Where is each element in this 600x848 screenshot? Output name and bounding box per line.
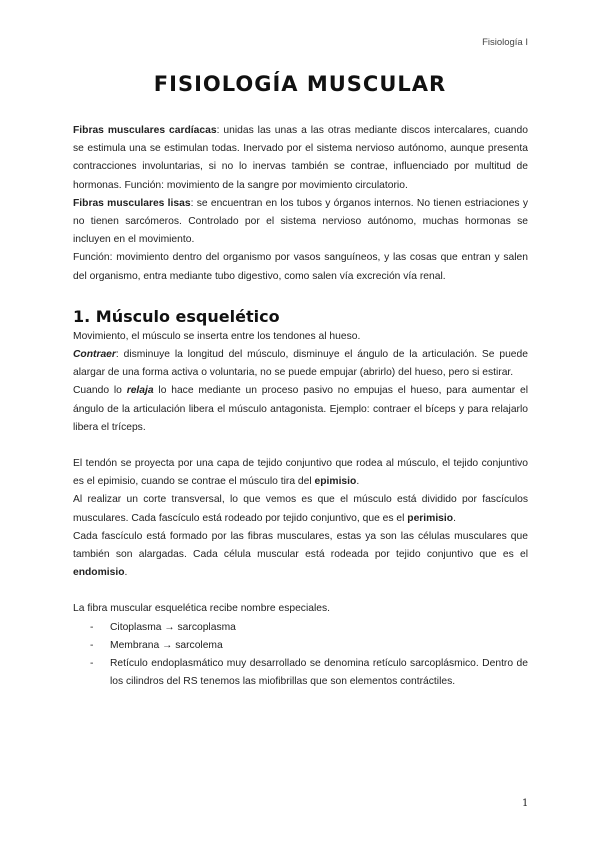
paragraph-contract: Contraer: disminuye la longitud del músculo, disminuye el ángulo de la articulación. Se puede alargar de una forma activa o voluntaria, no se puede empujar (abrirlo) del hueso, pero si estirar. — [73, 349, 528, 379]
running-header: Fisiología I — [482, 37, 528, 48]
special-names-list — [73, 619, 528, 692]
term-cardiac-fibers: Fibras musculares cardíacas — [73, 125, 217, 136]
page-title: FISIOLOGÍA MUSCULAR — [153, 72, 447, 96]
paragraph-cardiac-fibers: Fibras musculares cardíacas: unidas las unas a las otras mediante discos intercalares, cuando se estimula una se estimulan todas. Inervado por el sistema nervioso autónomo, aunque presenta contracciones involuntarias, si no lo inervas también se contrae, influenciado por multitud de hormonas. Función: movimiento de la sangre por movimiento circulatorio. — [73, 125, 528, 191]
page-number: 1 — [522, 798, 529, 809]
paragraph-smooth-fibers: Fibras musculares lisas: se encuentran en los tubos y órganos internos. No tienen estriaciones y no tienen sarcómeros. Controlado por el sistema nervioso autónomo, muchas hormonas se incluyen en el movimiento. — [73, 197, 528, 246]
term-epimysium: epimisio — [314, 476, 357, 488]
document-body — [73, 122, 528, 691]
list-item: - Citoplasma → sarcoplasma — [90, 621, 236, 633]
term-endomysium: endomisio — [73, 567, 125, 579]
term-smooth-fibers: Fibras musculares lisas — [73, 197, 191, 209]
paragraph-function: Función: movimiento dentro del organismo por vasos sanguíneos, y las cosas que entran y salen del organismo, entra mediante tubo digestivo, como salen vía excreción vía renal. — [73, 252, 528, 282]
paragraph-relax: Cuando lo relaja lo hace mediante un proceso pasivo no empujas el hueso, para aumentar el ángulo de la articulación libera el músculo antagonista. Ejemplo: contraer el bíceps y para relajarlo libera el tríceps. — [73, 385, 528, 433]
list-item: - Membrana → sarcolema — [90, 639, 223, 651]
term-contract: Contraer — [73, 349, 116, 361]
paragraph-movement: Movimiento, el músculo se inserta entre los tendones al hueso. — [73, 330, 361, 342]
paragraph-endomysium: Cada fascículo está formado por las fibras musculares, estas ya son las células musculares que también son alargadas. Cada célula muscular está rodeada por tejido conjuntivo que es el endomisio. — [73, 530, 528, 579]
paragraph-perimysium: Al realizar un corte transversal, lo que vemos es que el músculo está dividido por fascículos musculares. Cada fascículo está rodeado por tejido conjuntivo, que es el perimisio. — [73, 494, 528, 524]
term-relax: relaja — [126, 385, 154, 397]
paragraph-special-names: La fibra muscular esquelética recibe nombre especiales. — [73, 603, 330, 615]
paragraph-epimysium: El tendón se proyecta por una capa de tejido conjuntivo que rodea al músculo, el tejido conjuntivo es el epimisio, cuando se contrae el músculo tira del epimisio. — [73, 458, 528, 488]
term-perimysium: perimisio — [407, 512, 454, 524]
section-heading-skeletal-muscle: 1. Músculo esquelético — [73, 306, 280, 326]
list-item: - Retículo endoplasmático muy desarrollado se denomina retículo sarcoplásmico. Dentro de los cilindros del RS tenemos las miofibrillas que son elementos contráctiles. — [90, 658, 528, 688]
